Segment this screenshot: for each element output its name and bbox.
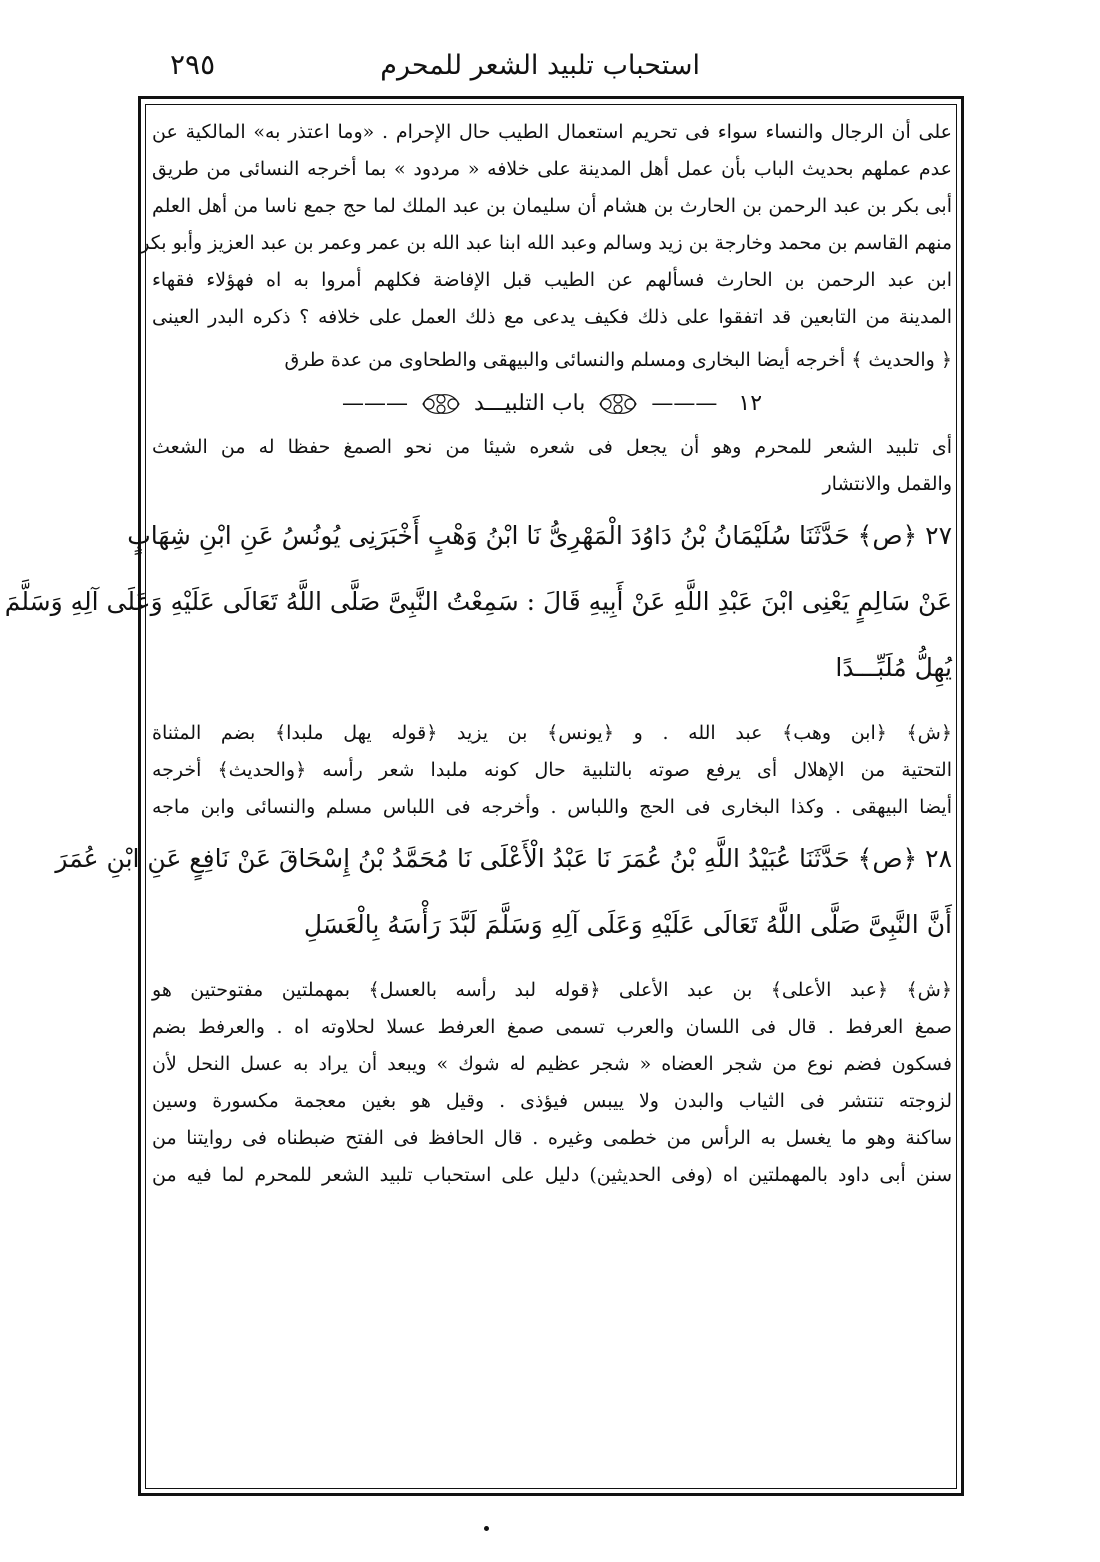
explanation-line: والقمل والانتشار [822,473,952,495]
commentary-line: عدم عملهم بحديث الباب بأن عمل أهل المدينة على خلافه « مردود » بما أخرجه النسائى من طريق [152,158,952,180]
commentary-line: التحتية من الإهلال أى يرفع صوته بالتلبية حال كونه ملبدا شعر رأسه ﴿والحديث﴾ أخرجه [152,759,952,781]
hadith-text-line: يُهِلُّ مُلَبِّـــدًا [835,653,952,682]
hadith-text-line: أَنَّ النَّبِىَّ صَلَّى اللَّهُ تَعَالَى عَلَيْهِ وَعَلَى آلِهِ وَسَلَّمَ لَبَّدَ رَأْسَهُ بِالْعَسَلِ [303,910,952,939]
commentary-line: ابن عبد الرحمن بن الحارث فسألهم عن الطيب قبل الإفاضة فكلهم أمروا به اه فهؤلاء فقهاء [152,269,952,291]
chapter-heading [152,379,952,429]
hadith-27 [4,503,952,701]
commentary-line: ساكنة وهو ما يغسل به الرأس من خطمى وغيره . قال الحافظ فى الفتح ضبطناه فى روايتنا من [152,1127,952,1149]
footer-dot [484,1526,489,1531]
chapter-dash-left: ——— [341,391,408,416]
commentary-line: سنن أبى داود بالمهملتين اه (وفى الحديثين) دليل على استحباب تلبيد الشعر للمحرم لما فيه من [152,1164,952,1186]
top-commentary [140,114,952,379]
commentary-line: منهم القاسم بن محمد وخارجة بن زيد وسالم وعبد الله ابنا عبد الله بن عمر وعمر بن عبد العزيز وأبو بكر [140,232,952,254]
hadith-28 [55,826,952,958]
hadith-text-line: ٢٨ ﴿ص﴾ حَدَّثَنَا عُبَيْدُ اللَّهِ بْنُ عُمَرَ نَا عَبْدُ الْأَعْلَى نَا مُحَمَّدُ بْنُ إِسْحَاقَ عَنْ نَافِعٍ عَنِ ابْنِ عُمَرَ [55,844,952,873]
page-number: ٢٩٥ [170,48,216,81]
hadith-28-commentary [152,972,952,1194]
hadith-27-commentary [152,715,952,826]
ornament-icon [419,391,463,417]
chapter-title: باب التلبيـــد [473,391,586,416]
commentary-line: أبى بكر بن عبد الرحمن بن الحارث بن هشام أن سليمان بن عبد الملك لما حج جمع ناسا من أهل العلم [152,195,952,217]
running-title: استحباب تلبيد الشعر للمحرم [380,50,700,81]
commentary-line: لزوجته تنتشر فى الثياب والبدن ولا ييبس فيؤذى . وقيل هو بغين معجمة مكسورة وسين [152,1090,952,1112]
ornament-icon [596,391,640,417]
page-body [4,114,952,1484]
commentary-line: المدينة من التابعين قد اتفقوا على ذلك فكيف يدعى مع ذلك العمل على خلافه ؟ ذكره البدر العينى [152,306,952,328]
commentary-line: ﴿ والحديث ﴾ أخرجه أيضا البخارى ومسلم والنسائى والبيهقى والطحاوى من عدة طرق [284,349,952,371]
page-header [140,44,970,94]
commentary-line: صمغ العرفط . قال فى اللسان والعرب تسمى صمغ العرفط عسلا لحلاوته اه . والعرفط بضم [152,1016,952,1038]
commentary-line: على أن الرجال والنساء سواء فى تحريم استعمال الطيب حال الإحرام . «وما اعتذر به» المالكية عن [152,121,952,143]
commentary-line: فسكون فضم نوع من شجر العضاه « شجر عظيم له شوك » ويبعد أن يراد به عسل النحل لأن [152,1053,952,1075]
commentary-line: ﴿ش﴾ ﴿ابن وهب﴾ عبد الله . و ﴿يونس﴾ بن يزيد ﴿قوله يهل ملبدا﴾ بضم المثناة [152,722,952,744]
commentary-line: ﴿ش﴾ ﴿عبد الأعلى﴾ بن عبد الأعلى ﴿قوله لبد رأسه بالعسل﴾ بمهملتين مفتوحتين هو [152,979,952,1001]
chapter-explanation [152,429,952,503]
explanation-line: أى تلبيد الشعر للمحرم وهو أن يجعل فى شعره شيئا من نحو الصمغ حفظا له من الشعث [152,436,952,458]
hadith-text-line: عَنْ سَالِمٍ يَعْنِى ابْنَ عَبْدِ اللَّهِ عَنْ أَبِيهِ قَالَ : سَمِعْتُ النَّبِىَّ صَلَّى اللَّهُ تَعَالَى عَلَيْهِ وَعَلَى آلِهِ وَسَلَّمَ [4,587,952,616]
chapter-dash-right: ——— [651,391,718,416]
chapter-number: ١٢ [738,391,763,416]
hadith-text-line: ٢٧ ﴿ص﴾ حَدَّثَنَا سُلَيْمَانُ بْنُ دَاوُدَ الْمَهْرِىُّ نَا ابْنُ وَهْبٍ أَخْبَرَنِى يُونُسُ عَنِ ابْنِ شِهَابٍ [127,521,952,550]
commentary-line: أيضا البيهقى . وكذا البخارى فى الحج واللباس . وأخرجه فى اللباس مسلم والنسائى وابن ماجه [152,796,952,818]
